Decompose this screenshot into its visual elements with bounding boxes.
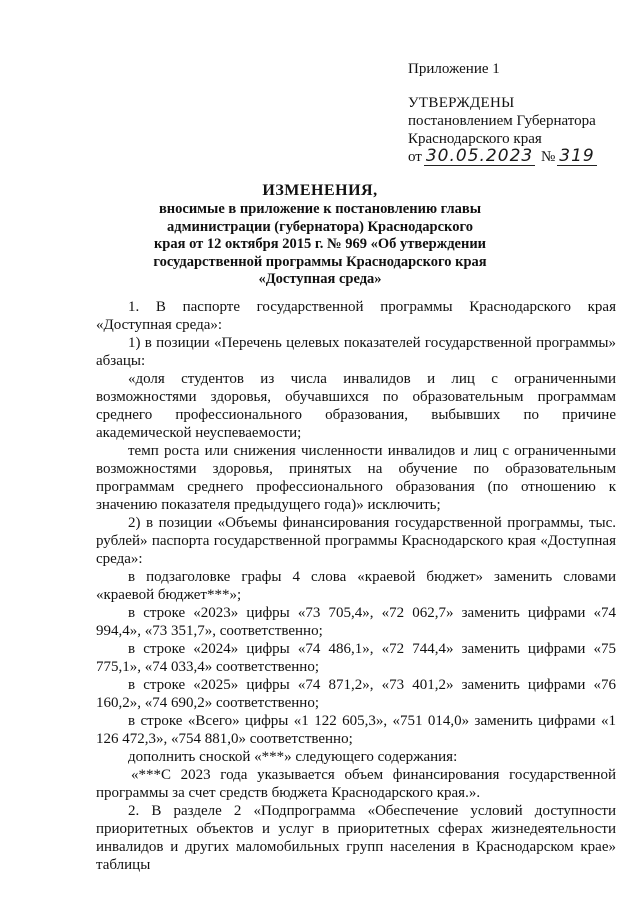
document-body [96, 298, 616, 874]
paragraph: в строке «2023» цифры «73 705,4», «72 062,7» заменить цифрами «74 994,4», «73 351,7», соответственно; [96, 605, 616, 639]
paragraph: 2) в позиции «Объемы финансирования государственной программы, тыс. рублей» паспорта государственной программы Краснодарского края «Доступная среда»: [96, 515, 616, 567]
paragraph: 2. В разделе 2 «Подпрограмма «Обеспечение условий доступности приоритетных объектов и услуг в приоритетных сферах жизнедеятельности инвалидов и других маломобильных групп населения в Краснодарском крае» таблицы [96, 803, 616, 873]
paragraph: 1) в позиции «Перечень целевых показателей государственной программы» абзацы: [96, 335, 616, 369]
approved-label: УТВЕРЖДЕНЫ [408, 95, 515, 111]
handwritten-number: 319 [559, 146, 595, 166]
handwritten-date: 30.05.2023 [425, 146, 534, 166]
paragraph: темп роста или снижения численности инвалидов и лиц с ограниченными возможностями здоровья, принятых на обучение по образовательным программам среднего профессионального образования (по отношению к значению показателя предыдущего года)» исключить; [96, 443, 616, 513]
number-prefix: № [540, 149, 556, 165]
title-line: государственной программы Краснодарского края [153, 253, 487, 270]
approval-line-2: Краснодарского края [408, 131, 542, 147]
document-title [40, 181, 600, 289]
paragraph: в подзаголовке графы 4 слова «краевой бюджет» заменить словами «краевой бюджет***»; [96, 569, 616, 603]
paragraph: в строке «2025» цифры «74 871,2», «73 401,2» заменить цифрами «76 160,2», «74 690,2» соответственно; [96, 677, 616, 711]
paragraph: в строке «2024» цифры «74 486,1», «72 744,4» заменить цифрами «75 775,1», «74 033,4» соответственно; [96, 641, 616, 675]
appendix-label: Приложение 1 [408, 61, 500, 77]
paragraph: в строке «Всего» цифры «1 122 605,3», «751 014,0» заменить цифрами «1 126 472,3», «754 881,0» соответственно; [96, 713, 616, 747]
approval-line-1: постановлением Губернатора [408, 113, 596, 129]
title-line: администрации (губернатора) Краснодарского [167, 218, 473, 235]
paragraph: 1. В паспорте государственной программы Краснодарского края «Доступная среда»: [96, 299, 616, 333]
title-line: вносимые в приложение к постановлению главы [158, 201, 482, 217]
title-line: «Доступная среда» [258, 271, 382, 288]
title-line: края от 12 октября 2015 г. № 969 «Об утверждении [153, 236, 487, 253]
footnote-paragraph: «***С 2023 года указывается объем финансирования государственной программы за счет средств бюджета Краснодарского края.». [96, 767, 616, 801]
approval-date-line [408, 147, 597, 166]
paragraph: «доля студентов из числа инвалидов и лиц с ограниченными возможностями здоровья, обучавшихся по образовательным программам среднего профессионального образования, выбывших по причине академической неуспеваемости; [96, 371, 616, 441]
title-heading: ИЗМЕНЕНИЯ, [262, 182, 378, 199]
date-prefix: от [408, 149, 422, 165]
paragraph: дополнить сноской «***» следующего содержания: [128, 749, 458, 765]
